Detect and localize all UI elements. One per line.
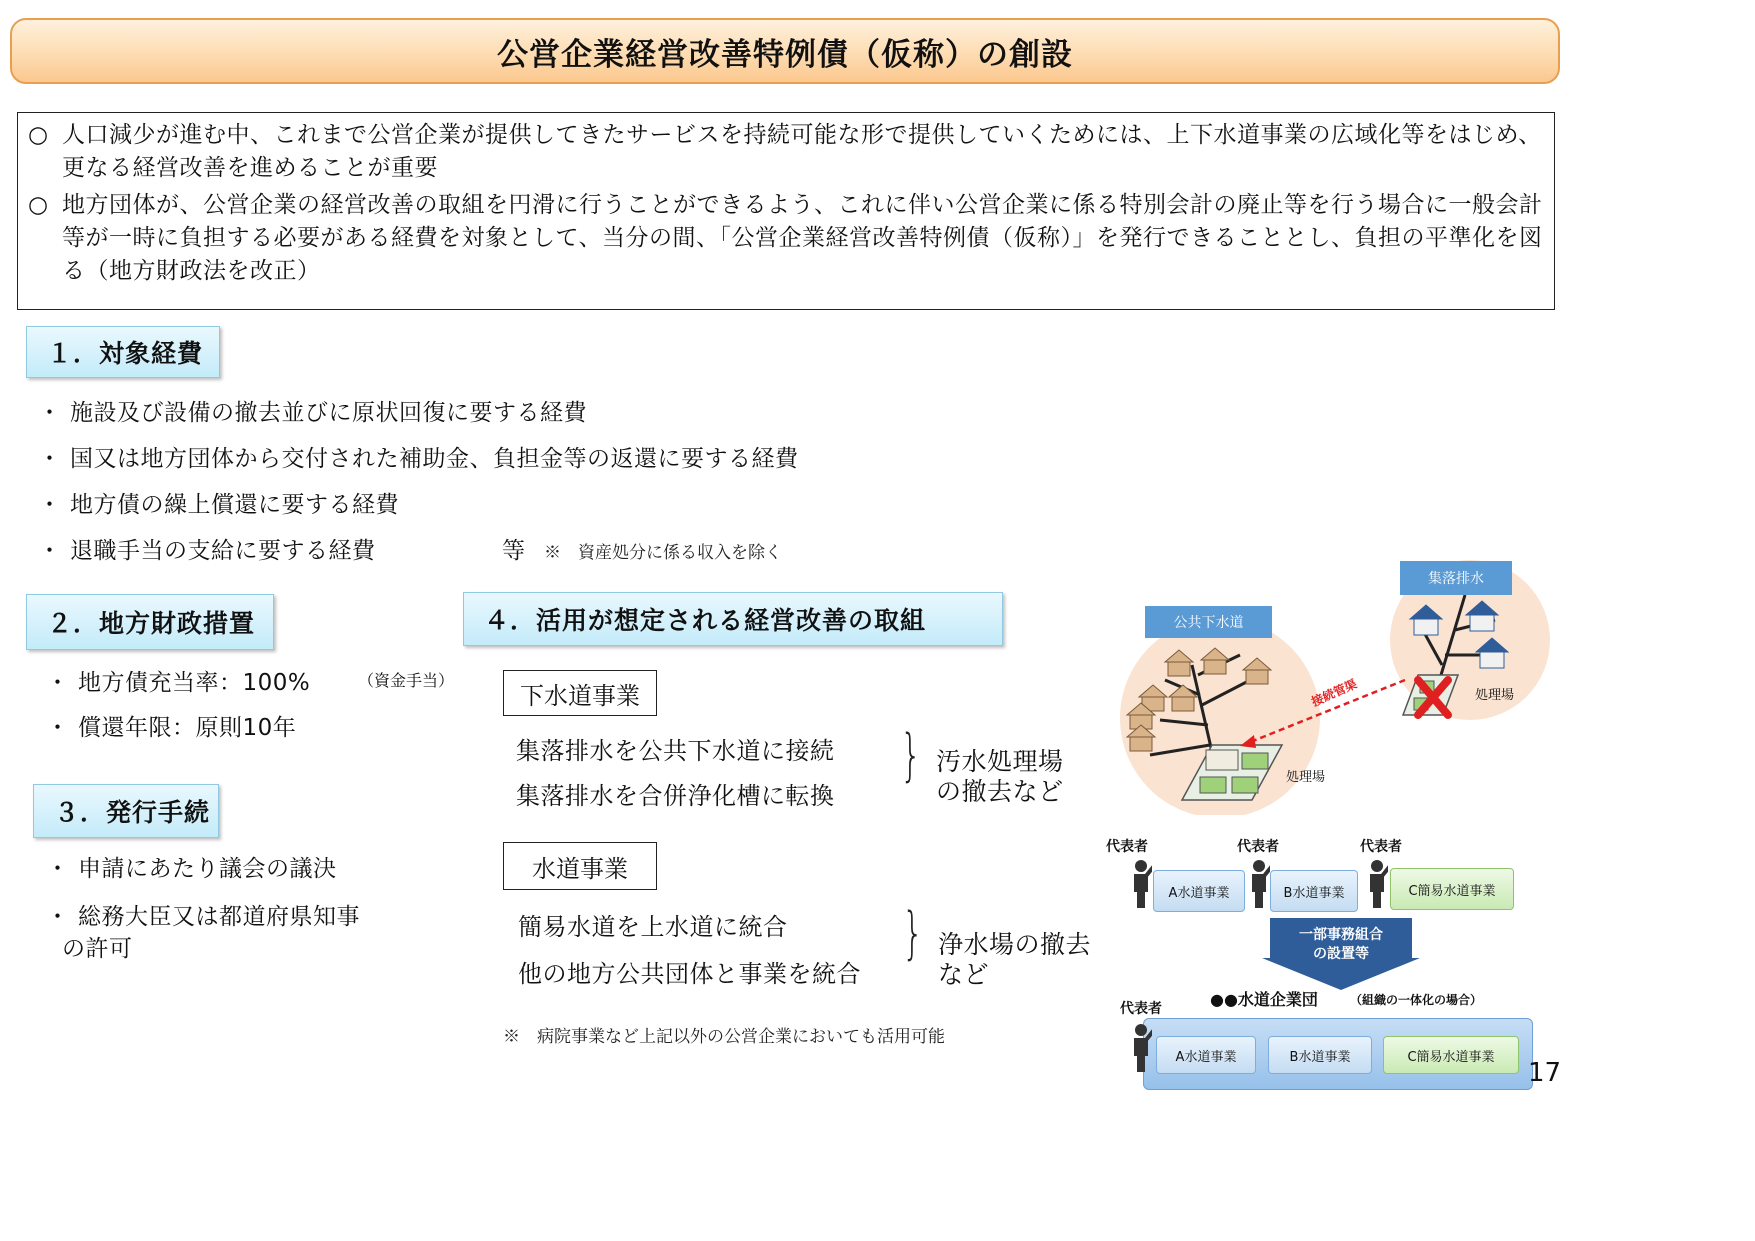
- section3-item: [46, 898, 360, 931]
- sewer-result: の撤去など: [936, 777, 1064, 806]
- bullet-dot-icon: ・: [38, 538, 62, 564]
- section1-item-text: 国又は地方団体から交付された補助金、負担金等の返還に要する経費: [70, 446, 799, 472]
- water-business-label-text: 水道事業: [532, 854, 628, 883]
- person-icon: [1366, 860, 1388, 908]
- representative-label: 代表者: [1360, 839, 1402, 855]
- section1-header: [26, 326, 220, 378]
- bullet-dot-icon: ・: [38, 400, 62, 426]
- section3-header: [33, 784, 219, 838]
- bullet-dot-icon: ・: [46, 670, 70, 696]
- section2-item: [46, 664, 310, 697]
- plant-label-left: 処理場: [1286, 770, 1326, 785]
- page-title-text: 公営企業経営改善特例債（仮称）の創設: [497, 36, 1073, 73]
- representative-label: 代表者: [1106, 839, 1148, 855]
- intro-box: [17, 112, 1555, 310]
- section1-item: [38, 394, 587, 427]
- right-brace-icon: }: [900, 723, 922, 788]
- bullet-dot-icon: ・: [46, 715, 70, 741]
- business-a-pill: A水道事業: [1153, 870, 1245, 912]
- sewer-result: 汚水処理場: [936, 747, 1064, 776]
- water-result: 浄水場の撤去: [938, 930, 1092, 959]
- section2-item-note: （資金手当）: [358, 671, 455, 690]
- section4-note: ※ 病院事業など上記以外の公営企業においても活用可能: [503, 1027, 945, 1047]
- public-sewer-label: 公共下水道: [1145, 606, 1272, 638]
- section2-item-text: 地方債充当率：100%: [78, 670, 311, 696]
- section2-item-text: 償還年限：原則10年: [78, 715, 297, 741]
- arrow-label-line: の設置等: [1313, 946, 1369, 962]
- section4-header: [463, 592, 1003, 646]
- group-business-a-pill: A水道事業: [1156, 1036, 1256, 1074]
- circle-bullet-icon: ○: [28, 122, 49, 148]
- arrow-label-line: 一部事務組合: [1299, 927, 1383, 943]
- intro-point-2: [28, 189, 1544, 288]
- section1-item: [38, 486, 399, 519]
- section3-item: [46, 850, 337, 883]
- group-business-b-pill: B水道事業: [1268, 1036, 1372, 1074]
- corp-name: ●●水道企業団: [1210, 990, 1318, 1009]
- person-icon: [1130, 860, 1152, 908]
- intro-point-1: [28, 119, 1544, 185]
- section2-item: [46, 709, 296, 742]
- business-c-pill: C簡易水道事業: [1390, 868, 1514, 910]
- section1-header-text: １．対象経費: [47, 339, 204, 368]
- section3-item-continued: の許可: [62, 936, 133, 962]
- bullet-dot-icon: ・: [46, 904, 70, 930]
- page-number: 17: [1528, 1058, 1562, 1088]
- right-brace-icon: }: [902, 901, 924, 966]
- person-icon: [1130, 1024, 1152, 1072]
- water-result: など: [938, 960, 990, 989]
- intro-point-text: 人口減少が進む中、これまで公営企業が提供してきたサービスを持続可能な形で提供していくためには、上下水道事業の広域化等をはじめ、更なる経営改善を進めることが重要: [62, 122, 1542, 181]
- section4-header-text: ４．活用が想定される経営改善の取組: [484, 606, 927, 635]
- group-business-c-pill: C簡易水道事業: [1383, 1036, 1519, 1074]
- section1-item-text: 施設及び設備の撤去並びに原状回復に要する経費: [70, 400, 587, 426]
- business-b-pill: B水道事業: [1270, 870, 1358, 912]
- bullet-dot-icon: ・: [46, 856, 70, 882]
- representative-label: 代表者: [1120, 1001, 1162, 1017]
- circle-bullet-icon: ○: [28, 192, 49, 218]
- water-item: 簡易水道を上水道に統合: [518, 913, 788, 941]
- sewer-business-label: [503, 670, 657, 716]
- representative-label: 代表者: [1237, 839, 1279, 855]
- section3-item-text: 総務大臣又は都道府県知事: [78, 904, 360, 930]
- connection-pipe-label: 接続管渠: [1309, 676, 1359, 710]
- water-business-label: [503, 842, 657, 890]
- corp-note: （組織の一体化の場合）: [1350, 993, 1483, 1007]
- sewer-item: 集落排水を合併浄化槽に転換: [516, 782, 835, 810]
- bullet-dot-icon: ・: [38, 446, 62, 472]
- intro-point-text: 地方団体が、公営企業の経営改善の取組を円滑に行うことができるよう、これに伴い公営企業に係る特別会計の廃止等を行う場合に一般会計等が一時に負担する必要がある経費を対象として、当分の間、「公営企業経営改善特例債（仮称）」を発行できることとし、負担の平準化を図る（地方財政法を改正）: [62, 192, 1543, 284]
- rural-drainage-label: 集落排水: [1400, 561, 1512, 595]
- water-item: 他の地方公共団体と事業を統合: [518, 960, 861, 988]
- sewer-business-label-text: 下水道事業: [520, 681, 640, 710]
- bullet-dot-icon: ・: [38, 492, 62, 518]
- section1-note: ※ 資産処分に係る収入を除く: [544, 543, 782, 563]
- section3-header-text: ３．発行手続: [54, 798, 211, 827]
- section2-header-text: ２．地方財政措置: [47, 609, 256, 638]
- section1-item: [38, 532, 376, 565]
- section1-item-text: 退職手当の支給に要する経費: [70, 538, 376, 564]
- section1-item-text: 地方債の繰上償還に要する経費: [70, 492, 399, 518]
- sewer-item: 集落排水を公共下水道に接続: [516, 737, 835, 765]
- arrow-label: [1275, 926, 1407, 964]
- plant-label-right: 処理場: [1475, 688, 1515, 703]
- section3-item-text: 申請にあたり議会の議決: [78, 856, 337, 882]
- person-icon: [1248, 860, 1270, 908]
- section1-item: [38, 440, 799, 473]
- section2-header: [26, 594, 274, 650]
- section1-etc: 等: [502, 538, 526, 564]
- page-title: [10, 18, 1560, 84]
